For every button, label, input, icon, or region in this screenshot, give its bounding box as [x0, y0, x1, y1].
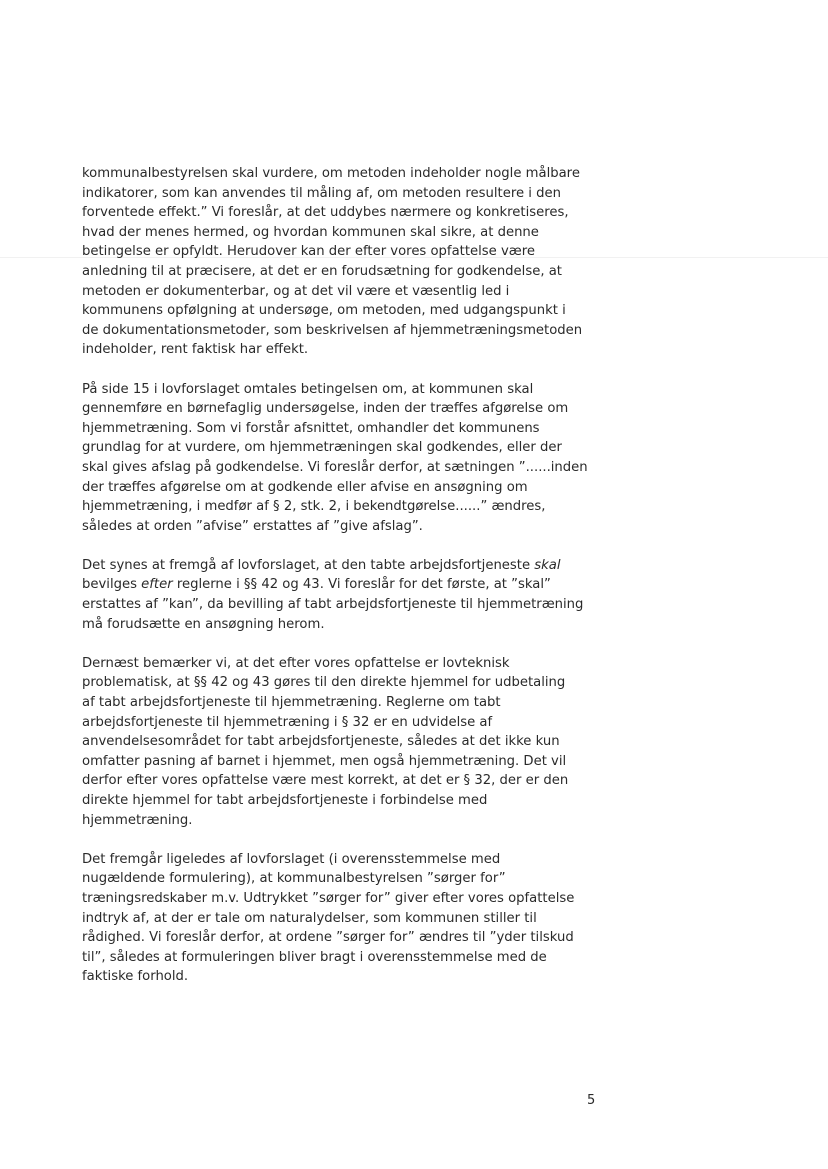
text-line	[82, 869, 602, 889]
text-line	[82, 282, 602, 302]
text-line	[82, 242, 602, 262]
text-line	[82, 673, 602, 693]
text-line	[82, 771, 602, 791]
text-line	[82, 399, 602, 419]
text-segment: Dernæst bemærker vi, at det efter vores opfattelse er lovteknisk	[82, 655, 510, 671]
text-segment: hjemmetræning. Som vi forstår afsnittet, omhandler det kommunens	[82, 420, 540, 436]
text-segment: problematisk, at §§ 42 og 43 gøres til den direkte hjemmel for udbetaling	[82, 675, 566, 691]
text-line	[82, 321, 602, 341]
text-segment: betingelse er opfyldt. Herudover kan der efter vores opfattelse være	[82, 244, 535, 260]
text-line	[82, 713, 602, 733]
text-line	[82, 850, 602, 870]
text-segment: erstattes af ”kan”, da bevilling af tabt arbejdsfortjeneste til hjemmetræning	[82, 597, 584, 613]
text-line	[82, 752, 602, 772]
text-line	[82, 732, 602, 752]
text-line	[82, 380, 602, 400]
emphasized-text: skal	[534, 557, 561, 573]
text-line	[82, 811, 602, 831]
text-segment: af tabt arbejdsfortjeneste til hjemmetræning. Reglerne om tabt	[82, 695, 501, 711]
text-line	[82, 223, 602, 243]
text-segment: således at orden ”afvise” erstattes af ”give afslag”.	[82, 518, 423, 534]
text-line	[82, 791, 602, 811]
text-segment: anledning til at præcisere, at det er en forudsætning for godkendelse, at	[82, 263, 562, 279]
text-segment: hjemmetræning, i medfør af § 2, stk. 2, i bekendtgørelse......” ændres,	[82, 499, 546, 515]
paragraph	[82, 850, 602, 987]
text-line	[82, 184, 602, 204]
text-line	[82, 967, 602, 987]
text-line	[82, 517, 602, 537]
text-segment: de dokumentationsmetoder, som beskrivelsen af hjemmetræningsmetoden	[82, 322, 583, 338]
text-segment: indtryk af, at der er tale om naturalydelser, som kommunen stiller til	[82, 910, 537, 926]
text-segment: kommunalbestyrelsen skal vurdere, om metoden indeholder nogle målbare	[82, 166, 580, 181]
text-segment: metoden er dokumenterbar, og at det vil være et væsentlig led i	[82, 283, 510, 299]
paragraph	[82, 654, 602, 830]
text-segment: må forudsætte en ansøgning herom.	[82, 616, 325, 632]
text-segment: bevilges	[82, 577, 142, 593]
text-line	[82, 301, 602, 321]
text-line	[82, 595, 602, 615]
text-line	[82, 262, 602, 282]
text-segment: gennemføre en børnefaglig undersøgelse, inden der træffes afgørelse om	[82, 401, 569, 417]
text-segment: hjemmetræning.	[82, 812, 193, 828]
text-line	[82, 203, 602, 223]
text-segment: På side 15 i lovforslaget omtales betingelsen om, at kommunen skal	[82, 381, 534, 397]
text-segment: indeholder, rent faktisk har effekt.	[82, 342, 309, 358]
text-line	[82, 909, 602, 929]
text-segment: Det fremgår ligeledes af lovforslaget (i overensstemmelse med	[82, 851, 501, 867]
text-line	[82, 419, 602, 439]
text-segment: anvendelsesområdet for tabt arbejdsfortjeneste, således at det ikke kun	[82, 734, 560, 750]
text-segment: arbejdsfortjeneste til hjemmetræning i § 32 er en udvidelse af	[82, 714, 493, 730]
text-segment: til”, således at formuleringen bliver bragt i overensstemmelse med de	[82, 949, 547, 965]
text-line	[82, 458, 602, 478]
text-line	[82, 654, 602, 674]
text-line	[82, 948, 602, 968]
text-line	[82, 615, 602, 635]
text-segment: forventede effekt.” Vi foreslår, at det uddybes nærmere og konkretiseres,	[82, 205, 569, 221]
body-text	[82, 164, 602, 1007]
text-line	[82, 693, 602, 713]
text-segment: der træffes afgørelse om at godkende eller afvise en ansøgning om	[82, 479, 528, 495]
text-segment: omfatter pasning af barnet i hjemmet, men også hjemmetræning. Det vil	[82, 753, 567, 769]
text-segment: træningsredskaber m.v. Udtrykket ”sørger for” giver efter vores opfattelse	[82, 890, 575, 906]
text-line	[82, 556, 602, 576]
text-segment: rådighed. Vi foreslår derfor, at ordene ”sørger for” ændres til ”yder tilskud	[82, 930, 574, 946]
text-line	[82, 478, 602, 498]
text-segment: grundlag for at vurdere, om hjemmetræningen skal godkendes, eller der	[82, 440, 562, 456]
text-segment: faktiske forhold.	[82, 969, 189, 985]
text-segment: hvad der menes hermed, og hvordan kommunen skal sikre, at denne	[82, 224, 539, 240]
text-line	[82, 340, 602, 360]
paragraph	[82, 164, 602, 360]
paragraph	[82, 556, 602, 634]
emphasized-text: efter	[141, 577, 173, 593]
text-line	[82, 497, 602, 517]
text-segment: reglerne i §§ 42 og 43. Vi foreslår for det første, at ”skal”	[172, 577, 551, 593]
text-segment: direkte hjemmel for tabt arbejdsfortjeneste i forbindelse med	[82, 793, 488, 808]
text-line	[82, 928, 602, 948]
text-segment: nugældende formulering), at kommunalbestyrelsen ”sørger for”	[82, 871, 506, 887]
text-segment: Det synes at fremgå af lovforslaget, at den tabte arbejdsfortjeneste	[82, 557, 535, 573]
text-line	[82, 438, 602, 458]
text-line	[82, 889, 602, 909]
text-line	[82, 575, 602, 595]
text-segment: indikatorer, som kan anvendes til måling af, om metoden resultere i den	[82, 185, 561, 201]
paragraph	[82, 380, 602, 537]
page-number: 5	[587, 1093, 596, 1108]
text-segment: derfor efter vores opfattelse være mest korrekt, at det er § 32, der er den	[82, 773, 569, 789]
text-segment: kommunens opfølgning at undersøge, om metoden, med udgangspunkt i	[82, 303, 566, 319]
text-line	[82, 164, 602, 184]
text-segment: skal gives afslag på godkendelse. Vi foreslår derfor, at sætningen ”......inden	[82, 459, 588, 475]
